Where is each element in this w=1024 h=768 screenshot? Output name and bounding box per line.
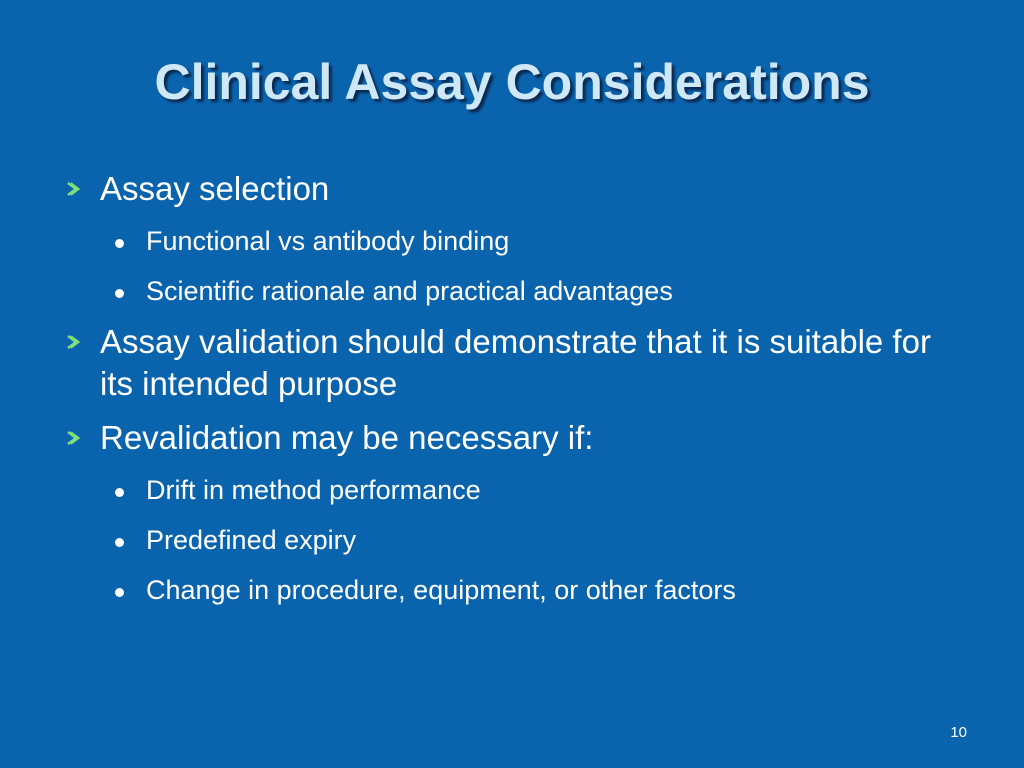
page-number: 10	[950, 724, 967, 741]
sub-bullet-item	[62, 222, 962, 260]
bullet-text: Assay validation should demonstrate that it is suitable for its intended purpose	[100, 323, 931, 402]
arrow-bullet-icon	[62, 172, 86, 206]
bullet-item	[62, 321, 962, 405]
dot-bullet-icon	[115, 488, 124, 497]
sub-bullet-item	[62, 521, 962, 559]
dot-bullet-icon	[115, 289, 124, 298]
dot-bullet-icon	[115, 538, 124, 547]
bullet-text: Assay selection	[100, 170, 330, 207]
bullet-item	[62, 168, 962, 210]
sub-bullet-text: Predefined expiry	[146, 525, 357, 555]
sub-bullet-text: Functional vs antibody binding	[146, 226, 510, 256]
bullet-text: Revalidation may be necessary if:	[100, 419, 594, 456]
bullet-item	[62, 417, 962, 459]
sub-bullet-text: Drift in method performance	[146, 475, 481, 505]
dot-bullet-icon	[115, 588, 124, 597]
slide-title: Clinical Assay Considerations	[154, 54, 870, 110]
bullet-list	[62, 168, 962, 609]
dot-bullet-icon	[115, 239, 124, 248]
sub-bullet-text: Change in procedure, equipment, or other factors	[146, 575, 736, 605]
arrow-bullet-icon	[62, 325, 86, 359]
arrow-bullet-icon	[62, 421, 86, 455]
sub-bullet-item	[62, 272, 962, 310]
sub-bullet-item	[62, 471, 962, 509]
sub-bullet-item	[62, 571, 962, 609]
sub-bullet-text: Scientific rationale and practical advantages	[146, 276, 673, 306]
